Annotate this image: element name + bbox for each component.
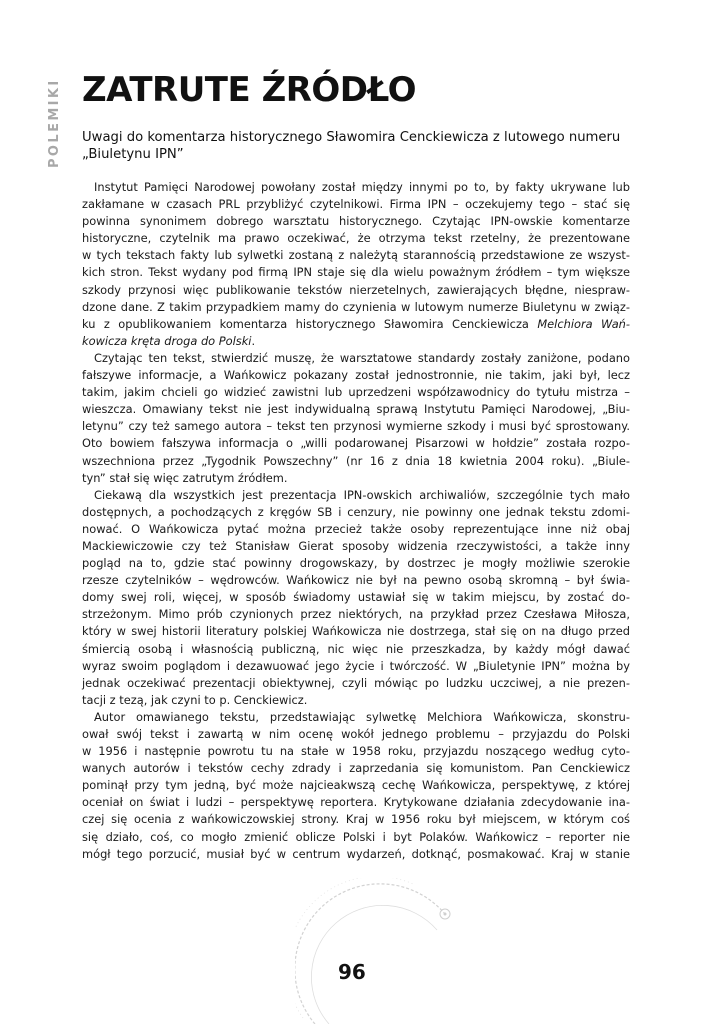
section-label: POLEMIKI xyxy=(47,78,62,168)
body-line xyxy=(82,333,630,350)
body-line xyxy=(82,316,630,333)
body-line-text: . xyxy=(251,333,256,348)
body-line: Oto bowiem fałszywa informacja o „willi podarowanej Pisarzowi w hołdzie” została rozpo- xyxy=(82,436,630,451)
page-number: 96 xyxy=(338,960,366,984)
body-line: wszechniona przez „Tygodnik Powszechny” (nr 16 z dnia 18 kwietnia 2004 roku). „Biule- xyxy=(82,453,630,468)
body-line: pominął przy tym jedną, być może najcieakwszą cechę Wańkowicza, perspektywę, z której xyxy=(82,778,630,793)
decorative-arc-ornament xyxy=(295,878,475,1024)
body-line: wyraz swoim poglądom i dezawuować jego życie i twórczość. W „Biuletynie IPN” można by xyxy=(82,658,630,673)
body-line: domy swej roli, więcej, w sposób świadomy ustawiał się w takim miejscu, by zostać do- xyxy=(82,590,630,605)
body-line: rzesze czytelników – wędrowców. Wańkowicz nie był na pewno osobą skromną – był świa- xyxy=(82,573,630,588)
subtitle-line: Uwagi do komentarza historycznego Sławomira Cenckiewicza z lutowego numeru xyxy=(82,130,621,145)
body-line: takim, jakim chcieli go widzieć zawistni lub uprzedzeni współzawodnicy do tytułu mistrza – xyxy=(82,385,630,400)
body-line: kich stron. Tekst wydany pod firmą IPN staje się dla wielu poważnym źródłem – tym większe xyxy=(82,265,630,280)
body-line: oceniał on świat i ludzi – perspektywę reportera. Krytykowane działania zdecydowanie ina- xyxy=(82,795,630,810)
body-line: w tych tekstach fakty lub sylwetki zostaną z należytą starannością przedstawione ze wszyst- xyxy=(82,248,630,263)
body-line: jednak oczekiwać prezentacji obiektywnej, czyli mówiąc po ludzku uczciwej, a nie prezen- xyxy=(82,675,630,690)
body-line: śmiercią osobą i własnością publiczną, nic więc nie przeszkadza, by każdy mógł dawać xyxy=(82,641,630,656)
article-subtitle xyxy=(82,128,642,162)
body-line: się działo, coś, co mogło zmienić oblicze Polski i byt Polaków. Wańkowicz – reporter nie xyxy=(82,829,630,844)
subtitle-line: „Biuletynu IPN” xyxy=(82,147,184,163)
body-line: fałszywe informacje, a Wańkowicz pokazany został jednostronnie, nie takim, jaki był, lecz xyxy=(82,368,630,383)
body-line: pogląd na to, gdzie stać powinny drogowskazy, by dostrzec je mogły możliwie szerokie xyxy=(82,556,630,571)
body-line: tacji z tezą, jak czyni to p. Cenckiewicz. xyxy=(82,692,308,707)
body-line-text: ku z opublikowaniem komentarza historycznego Sławomira Cenckiewicza xyxy=(82,316,538,331)
body-line: wanych autorów i tekstów cechy zdrady i zaprzedania się komunistom. Pan Cenckiewicz xyxy=(82,761,630,776)
body-line: który w swej historii literatury polskiej Wańkowicza nie dostrzega, stał się on na długo przed xyxy=(82,624,630,639)
body-line: letynu” czy też samego autora – tekst ten przynosi wymierne szkody i musi być sprostowany. xyxy=(82,419,630,434)
body-line: Czytając ten tekst, stwierdzić muszę, że warsztatowe standardy zostały zaniżone, podano xyxy=(94,350,630,365)
body-line: zakłamane w czasach PRL przybliżyć czytelnikowi. Firma IPN – oczekujemy tego – stać się xyxy=(82,197,630,212)
body-line: czej się ocenia z wańkowiczowskiej strony. Kraj w 1956 roku był miejscem, w którym coś xyxy=(82,812,630,827)
body-line: mógł tego porzucić, musiał być w centrum wydarzeń, dotknąć, posmakować. Kraj w stanie xyxy=(82,846,630,861)
body-line: dzone dane. Z takim przypadkiem mamy do czynienia w lutowym numerze Biuletynu w związ- xyxy=(82,299,630,314)
body-line: historyczne, czytelnik ma prawo oczekiwać, że otrzyma tekst rzetelny, że prezentowane xyxy=(82,231,630,246)
body-line: strzeżonym. Mimo prób czynionych przez niektórych, na przykład przez Czesława Miłosza, xyxy=(82,607,630,622)
body-line: w 1956 i następnie powrotu tu na stałe w 1958 roku, przyjazdu noszącego według cyto- xyxy=(82,744,630,759)
body-line: Mackiewiczowie czy też Stanisław Gierat sposoby widzenia rzeczywistości, a także inny xyxy=(82,538,630,553)
body-line: dostępnych, a pochodzących z kręgów SB i cenzury, nie powinny one jednak tekstu zdomi- xyxy=(82,504,630,519)
body-line: tyn” stał się więc zatrutym źródłem. xyxy=(82,470,288,485)
article-title: ZATRUTE ŹRÓDŁO xyxy=(82,70,417,110)
italic-title-fragment: kowicza kręta droga do Polski xyxy=(82,333,252,348)
body-line: ował swój tekst i zawartą w nim ocenę wokół jednego problemu – przyjazdu do Polski xyxy=(82,727,630,741)
body-line: nować. O Wańkowicza pytać można przecież także osoby reprezentujące inne niż obaj xyxy=(82,521,630,536)
body-line: Instytut Pamięci Narodowej powołany został między innymi po to, by fakty ukrywane lub xyxy=(94,180,630,194)
body-line: Ciekawą dla wszystkich jest prezentacja IPN-owskich archiwaliów, szczególnie tych mało xyxy=(94,487,630,502)
body-line: wieszcza. Omawiany tekst nie jest indywidualną sprawą Instytutu Pamięci Narodowej, „Biu- xyxy=(82,402,630,417)
italic-title-fragment: Melchiora Wań- xyxy=(537,316,630,331)
body-line: szkody przynosi więc publikowanie tekstów nierzetelnych, zawierających błędne, niespraw- xyxy=(82,282,630,297)
body-line: powinna synonimem dobrego warsztatu historycznego. Czytając IPN-owskie komentarze xyxy=(82,214,630,229)
body-line: Autor omawianego tekstu, przedstawiając sylwetkę Melchiora Wańkowicza, skonstru- xyxy=(94,709,630,724)
article-body xyxy=(82,179,630,863)
